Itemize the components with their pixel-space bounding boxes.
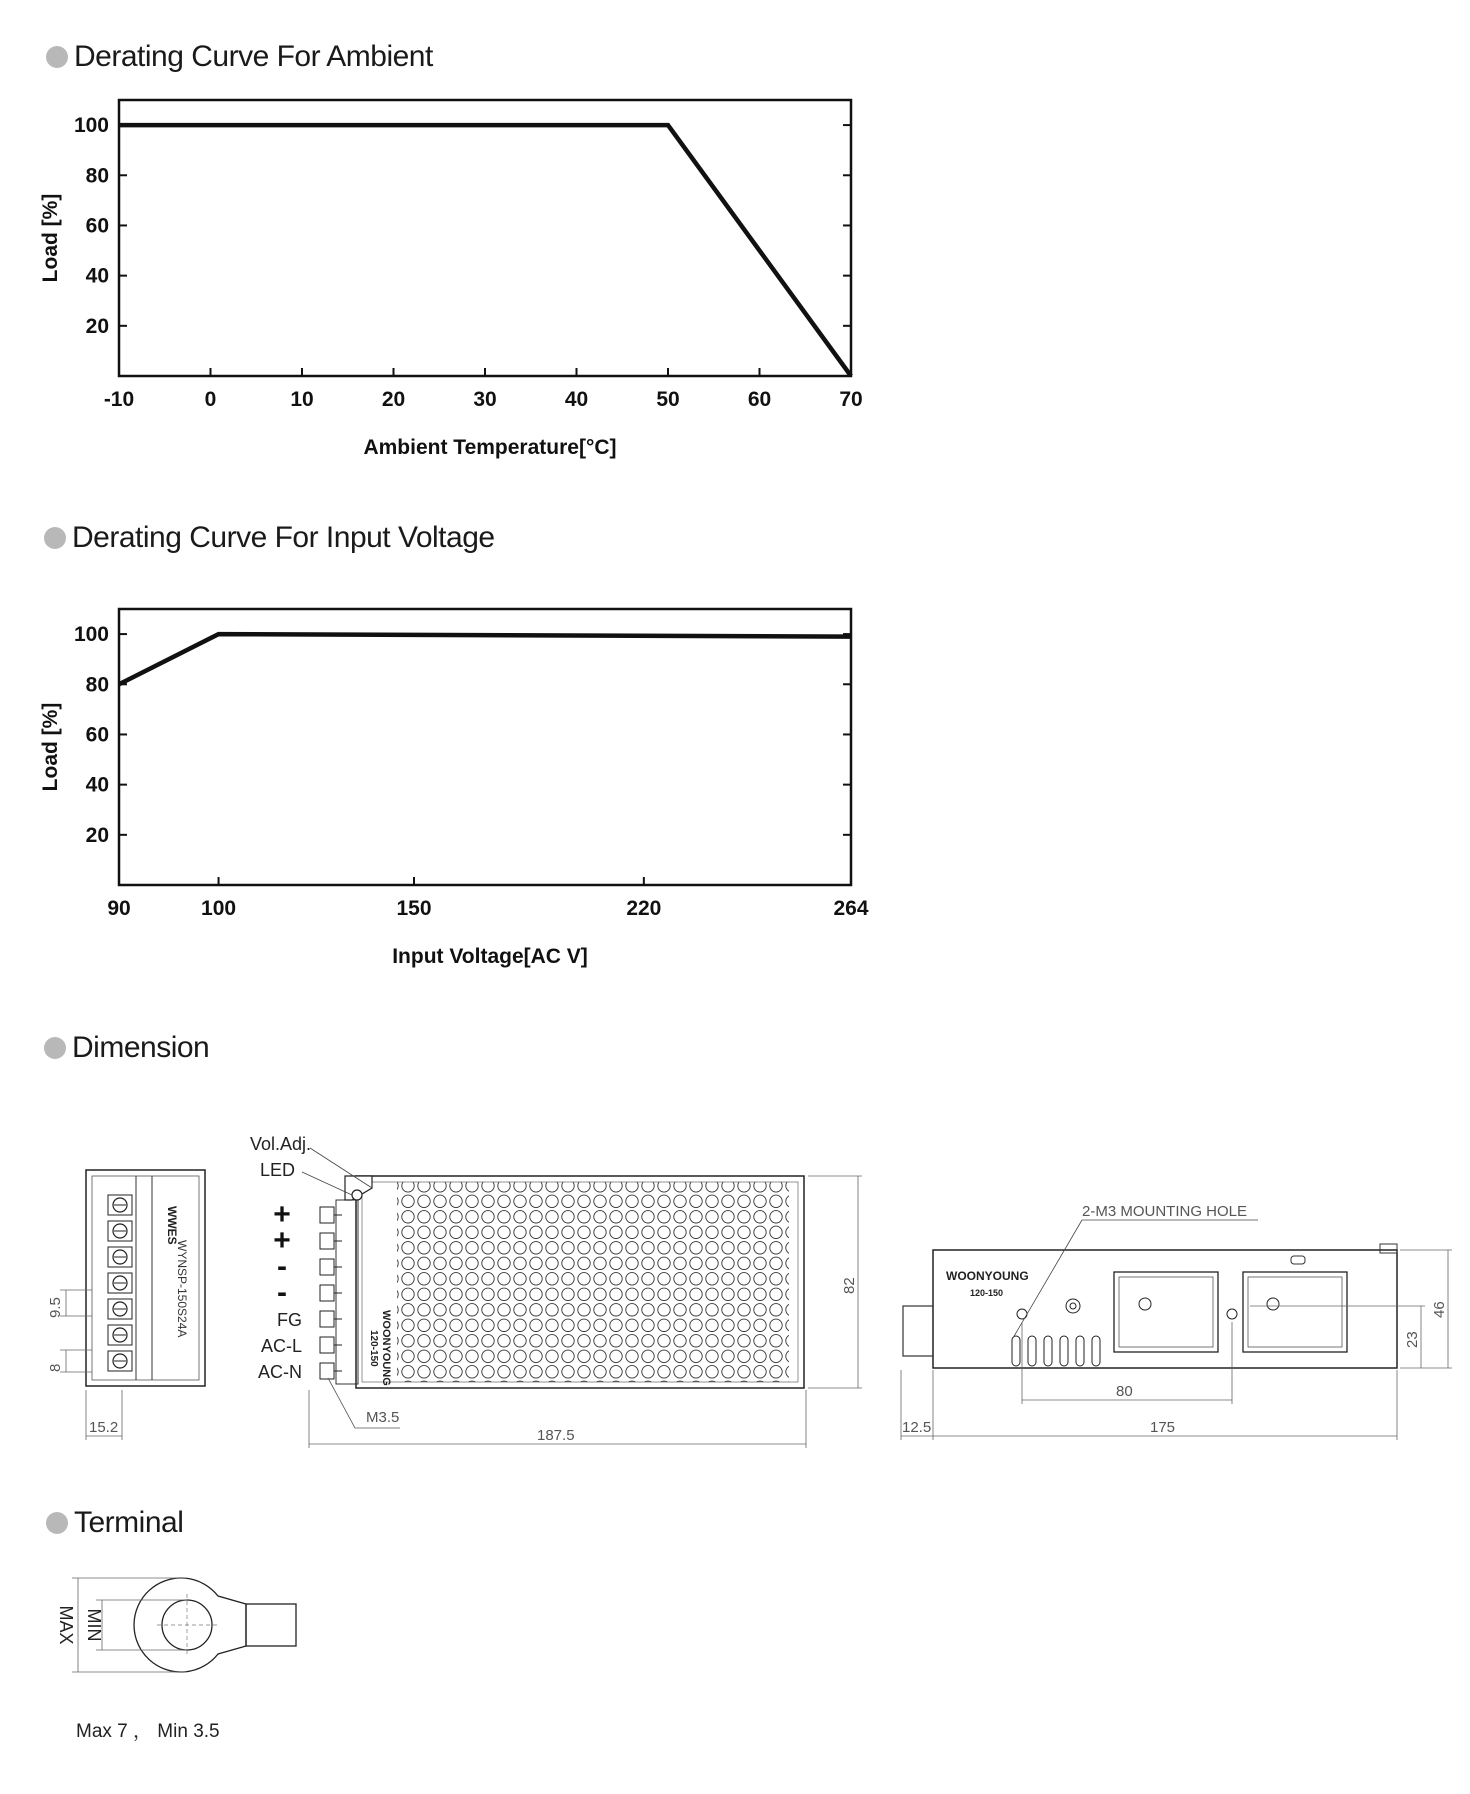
terminal-label: -: [277, 1250, 287, 1283]
x-tick-label: 90: [107, 897, 131, 920]
front-view: [250, 1134, 862, 1448]
vent-slot: [1092, 1336, 1100, 1366]
vent-slot: [1028, 1336, 1036, 1366]
y-axis-title: Load [%]: [39, 702, 62, 792]
section-title: Terminal: [74, 1506, 184, 1539]
front-model-text: 120-150: [368, 1330, 379, 1367]
y-axis-title: Load [%]: [39, 193, 62, 283]
section-title: Dimension: [72, 1031, 210, 1064]
terminal-pin: [320, 1233, 334, 1249]
terminal-pin: [320, 1311, 334, 1327]
y-tick-label: 100: [73, 623, 109, 647]
back-brand-text: WOONYOUNG: [946, 1269, 1029, 1283]
x-tick-label: 10: [290, 388, 314, 411]
y-tick-label: 20: [85, 314, 109, 338]
mounting-hole-label: 2-M3 MOUNTING HOLE: [1082, 1203, 1248, 1220]
x-tick-label: 30: [473, 388, 497, 411]
x-tick-label: 0: [204, 388, 217, 411]
x-tick-label: 150: [396, 897, 432, 920]
x-tick-label: 50: [656, 388, 680, 411]
x-axis-title: Input Voltage[AC V]: [392, 945, 588, 968]
vent-slot: [1012, 1336, 1020, 1366]
terminal-pin: [320, 1337, 334, 1353]
offset-dimension: 12.5: [902, 1419, 932, 1436]
back-model-text: 120-150: [970, 1288, 1004, 1298]
gap-dimension: 8: [47, 1363, 64, 1372]
pitch-dimension: 9.5: [47, 1297, 64, 1318]
terminal-label: AC-L: [260, 1336, 302, 1356]
y-tick-label: 20: [85, 823, 109, 847]
terminal-pin: [320, 1207, 334, 1223]
y-tick-label: 40: [85, 264, 109, 288]
y-tick-label: 80: [85, 164, 109, 188]
terminal-max-label: MAX: [56, 1605, 76, 1645]
side-view: [47, 1170, 205, 1440]
depth-dimension: 15.2: [89, 1419, 119, 1436]
front-height-dimension: 82: [841, 1277, 858, 1294]
terminal-label: +: [273, 1198, 291, 1231]
vent-slot: [1076, 1336, 1084, 1366]
vent-slot: [1060, 1336, 1068, 1366]
terminal-lug-drawing: [56, 1578, 296, 1672]
terminal-size-note: Max 7 ， Min 3.5: [76, 1721, 220, 1742]
y-tick-label: 100: [73, 114, 109, 138]
total-height-dimension: 46: [1431, 1301, 1448, 1318]
terminal-label: +: [273, 1224, 291, 1257]
front-brand-text: WOONYOUNG: [380, 1310, 392, 1386]
x-tick-label: 40: [564, 388, 589, 411]
terminal-pin: [320, 1285, 334, 1301]
x-axis-title: Ambient Temperature[°C]: [363, 436, 617, 459]
y-tick-label: 60: [85, 723, 109, 747]
hole-height-dimension: 23: [1404, 1331, 1421, 1348]
vol-adj-label: Vol.Adj.: [250, 1134, 312, 1154]
x-tick-label: 60: [747, 388, 772, 411]
section-title: Derating Curve For Ambient: [74, 40, 433, 73]
side-model-text: WYNSP-150S24A: [175, 1240, 189, 1338]
x-tick-label: 220: [626, 897, 662, 920]
terminal-label: FG: [277, 1310, 302, 1330]
vent-slot: [1044, 1336, 1052, 1366]
y-tick-label: 80: [85, 673, 109, 697]
hole-spacing-dimension: 80: [1116, 1383, 1133, 1400]
terminal-label: -: [277, 1276, 287, 1309]
side-brand-text: WWES: [165, 1206, 179, 1245]
x-tick-label: 264: [833, 897, 869, 920]
terminal-label: AC-N: [258, 1362, 302, 1382]
terminal-min-label: MIN: [84, 1608, 104, 1642]
x-tick-label: 100: [201, 897, 237, 920]
section-title: Derating Curve For Input Voltage: [72, 521, 495, 554]
terminal-pin: [320, 1259, 334, 1275]
screw-label: M3.5: [366, 1409, 400, 1426]
y-tick-label: 60: [85, 214, 109, 238]
led-label: LED: [260, 1160, 296, 1180]
back-length-dimension: 175: [1150, 1419, 1176, 1436]
back-view: [901, 1203, 1452, 1440]
x-tick-label: -10: [103, 388, 135, 411]
y-tick-label: 40: [85, 773, 109, 797]
x-tick-label: 70: [839, 388, 863, 411]
terminal-pin: [320, 1363, 334, 1379]
front-length-dimension: 187.5: [537, 1427, 575, 1444]
x-tick-label: 20: [381, 388, 406, 411]
